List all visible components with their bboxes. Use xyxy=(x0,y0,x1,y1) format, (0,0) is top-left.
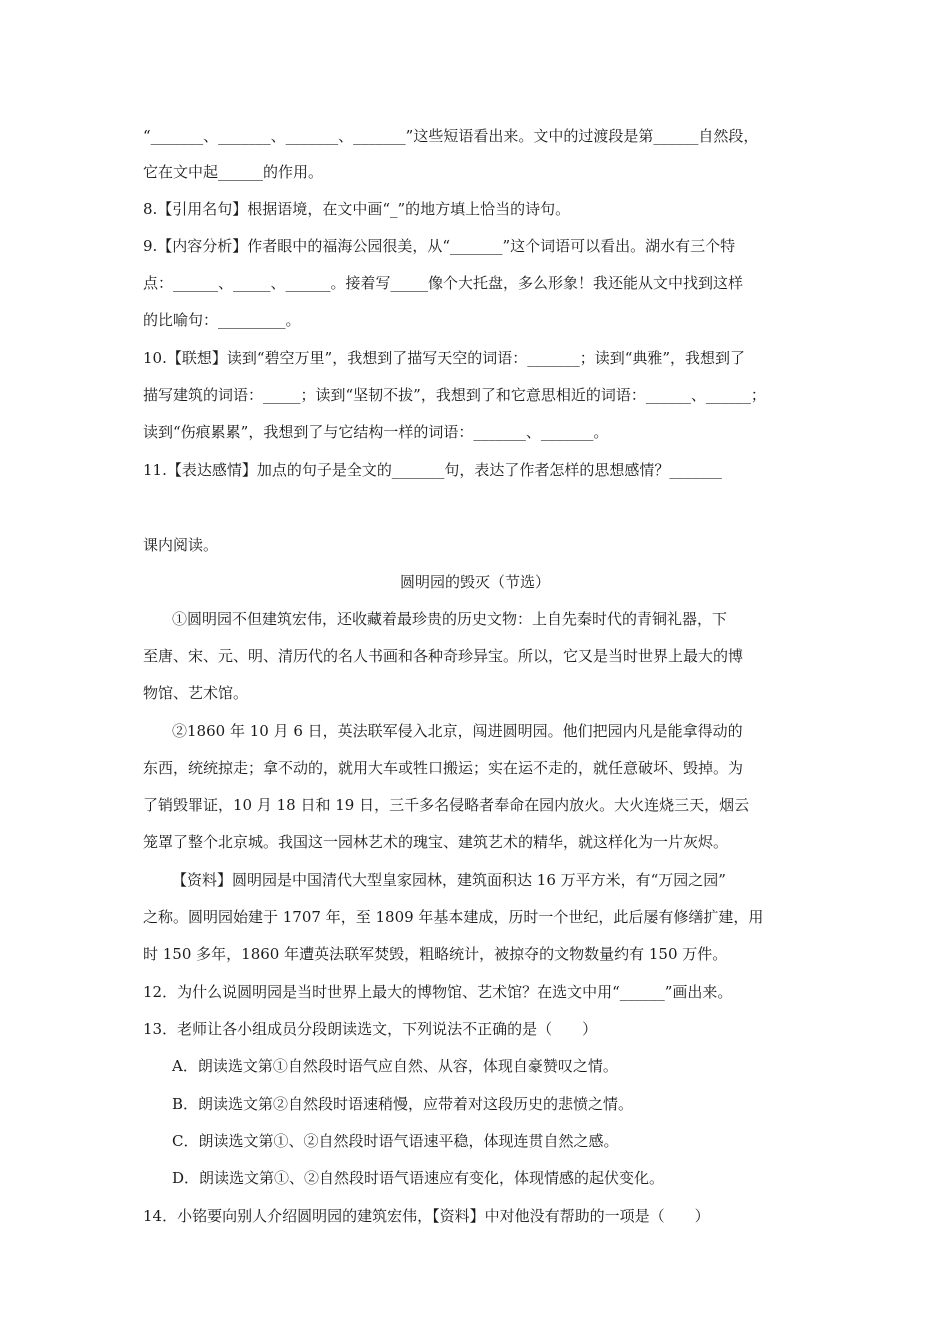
passage-title: 圆明园的毁灭（节选） xyxy=(399,573,550,591)
q13-text: 13．老师让各小组成员分段朗读选文，下列说法不正确的是（ ） xyxy=(143,1020,598,1038)
q13-option-d[interactable]: D．朗读选文第①、②自然段时语气语速应有变化，体现情感的起伏变化。 xyxy=(172,1169,665,1187)
p2-line-1: ②1860 年 10 月 6 日，英法联军侵入北京，闯进圆明园。他们把园内凡是能拿得动的 xyxy=(172,722,743,740)
p2-line-4: 笼罩了整个北京城。我国这一园林艺术的瑰宝、建筑艺术的精华，就这样化为一片灰烬。 xyxy=(143,833,729,851)
q7-line-1: “_______、_______、_______、_______”这些短语看出来。文中的过渡段是第______自然段， xyxy=(143,127,759,145)
q9-line-3: 的比喻句：_________。 xyxy=(143,311,301,329)
p3-line-3: 时 150 多年，1860 年遭英法联军焚毁，粗略统计，被掠夺的文物数量约有 150 万件。 xyxy=(143,945,728,963)
q13-option-a[interactable]: A．朗读选文第①自然段时语气应自然、从容，体现自豪赞叹之情。 xyxy=(172,1057,618,1075)
p3-line-2: 之称。圆明园始建于 1707 年，至 1809 年基本建成，历时一个世纪，此后屡有修缮扩建，用 xyxy=(143,908,764,926)
q10-line-3: 读到“伤痕累累”，我想到了与它结构一样的词语：_______、_______。 xyxy=(143,423,609,441)
q14-text: 14．小铭要向别人介绍圆明园的建筑宏伟，【资料】中对他没有帮助的一项是（ ） xyxy=(143,1207,710,1225)
q7-line-2: 它在文中起______的作用。 xyxy=(143,163,324,181)
p2-line-3: 了销毁罪证，10 月 18 日和 19 日，三千多名侵略者奉命在园内放火。大火连烧三天，烟云 xyxy=(143,796,750,814)
q9-line-2: 点：______、_____、______。接着写_____像个大托盘，多么形象！我还能从文中找到这样 xyxy=(143,274,744,292)
q10-line-2: 描写建筑的词语：_____；读到“坚韧不拔”，我想到了和它意思相近的词语：______、______； xyxy=(143,386,766,404)
q12-text: 12．为什么说圆明园是当时世界上最大的博物馆、艺术馆？在选文中用“______”画出来。 xyxy=(143,983,733,1001)
reading-intro: 课内阅读。 xyxy=(143,536,219,554)
p2-line-2: 东西，统统掠走；拿不动的，就用大车或牲口搬运；实在运不走的，就任意破坏、毁掉。为 xyxy=(143,759,744,777)
p1-line-3: 物馆、艺术馆。 xyxy=(143,684,249,702)
q9-line-1: 9.【内容分析】作者眼中的福海公园很美，从“_______”这个词语可以看出。湖水有三个特 xyxy=(143,237,736,255)
q11-text: 11.【表达感情】加点的句子是全文的_______句，表达了作者怎样的思想感情？_______ xyxy=(143,461,722,479)
q8-text: 8.【引用名句】根据语境，在文中画“_”的地方填上恰当的诗句。 xyxy=(143,200,571,218)
q13-option-b[interactable]: B．朗读选文第②自然段时语速稍慢，应带着对这段历史的悲愤之情。 xyxy=(172,1095,634,1113)
q10-line-1: 10.【联想】读到“碧空万里”，我想到了描写天空的词语：_______；读到“典雅”，我想到了 xyxy=(143,349,746,367)
p1-line-1: ①圆明园不但建筑宏伟，还收藏着最珍贵的历史文物：上自先秦时代的青铜礼器，下 xyxy=(172,610,728,628)
q13-option-c[interactable]: C．朗读选文第①、②自然段时语气语速平稳，体现连贯自然之感。 xyxy=(172,1132,619,1150)
p3-line-1: 【资料】圆明园是中国清代大型皇家园林，建筑面积达 16 万平方米，有“万园之园” xyxy=(172,871,726,889)
p1-line-2: 至唐、宋、元、明、清历代的名人书画和各种奇珍异宝。所以，它又是当时世界上最大的博 xyxy=(143,647,744,665)
